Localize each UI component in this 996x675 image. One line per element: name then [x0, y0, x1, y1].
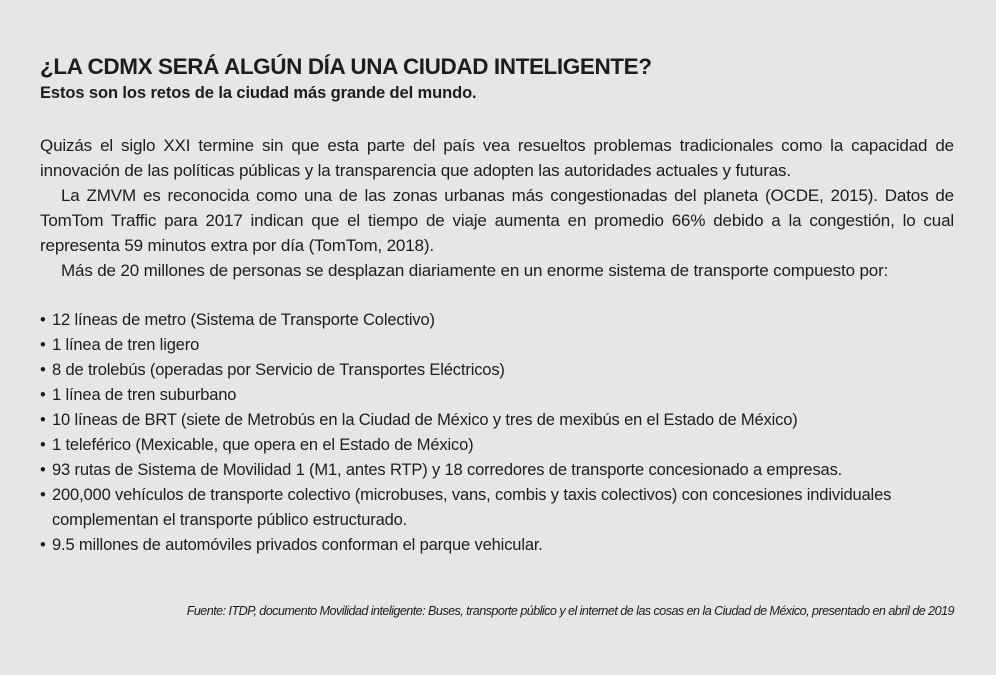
- paragraph-intro: Quizás el siglo XXI termine sin que esta parte del país vea resueltos problemas tradicionales como la capacidad de innovación de las políticas públicas y la transparencia que adopten las autoridades actuales y futuras.: [40, 136, 954, 180]
- transport-list: [40, 308, 954, 558]
- list-item: [40, 358, 900, 383]
- list-item: [40, 333, 900, 358]
- bullet-icon: •: [40, 436, 46, 454]
- article: [40, 52, 954, 558]
- list-item: [40, 308, 900, 333]
- list-item-text: 200,000 vehículos de transporte colectivo (microbuses, vans, combis y taxis colectivos) con concesiones individuales complementan el transporte público estructurado.: [52, 486, 892, 529]
- article-title: ¿LA CDMX SERÁ ALGÚN DÍA UNA CIUDAD INTELIGENTE?: [40, 54, 652, 79]
- bullet-icon: •: [40, 461, 46, 479]
- bullet-icon: •: [40, 411, 46, 429]
- list-item-text: 93 rutas de Sistema de Movilidad 1 (M1, antes RTP) y 18 corredores de transporte concesionado a empresas.: [52, 461, 843, 479]
- bullet-icon: •: [40, 311, 46, 329]
- list-item-text: 1 línea de tren suburbano: [52, 386, 237, 404]
- list-item: [40, 483, 900, 533]
- list-item-text: 8 de trolebús (operadas por Servicio de Transportes Eléctricos): [52, 361, 505, 379]
- bullet-icon: •: [40, 361, 46, 379]
- list-item-text: 9.5 millones de automóviles privados conforman el parque vehicular.: [52, 536, 543, 554]
- bullet-icon: •: [40, 486, 46, 504]
- article-body: [40, 133, 954, 283]
- list-item: [40, 533, 900, 558]
- paragraph-congestion: La ZMVM es reconocida como una de las zonas urbanas más congestionadas del planeta (OCDE, 2015). Datos de TomTom Traffic para 2017 indican que el tiempo de viaje aumenta en promedio 66% debido a la congestión, lo cual representa 59 minutos extra por día (TomTom, 2018).: [40, 186, 954, 255]
- list-item: [40, 458, 900, 483]
- list-item-text: 1 teleférico (Mexicable, que opera en el Estado de México): [52, 436, 474, 454]
- bullet-icon: •: [40, 336, 46, 354]
- list-item: [40, 383, 900, 408]
- paragraph-transport-system: Más de 20 millones de personas se desplazan diariamente en un enorme sistema de transporte compuesto por:: [61, 261, 889, 280]
- bullet-icon: •: [40, 536, 46, 554]
- source-citation: Fuente: ITDP, documento Movilidad inteligente: Buses, transporte público y el internet de las cosas en la Ciudad de México, presentado en abril de 2019: [186, 604, 954, 618]
- list-item: [40, 433, 900, 458]
- bullet-icon: •: [40, 386, 46, 404]
- list-item: [40, 408, 900, 433]
- list-item-text: 10 líneas de BRT (siete de Metrobús en la Ciudad de México y tres de mexibús en el Estado de México): [52, 411, 798, 429]
- article-subtitle: Estos son los retos de la ciudad más grande del mundo.: [40, 84, 477, 102]
- list-item-text: 1 línea de tren ligero: [52, 336, 200, 354]
- list-item-text: 12 líneas de metro (Sistema de Transporte Colectivo): [52, 311, 435, 329]
